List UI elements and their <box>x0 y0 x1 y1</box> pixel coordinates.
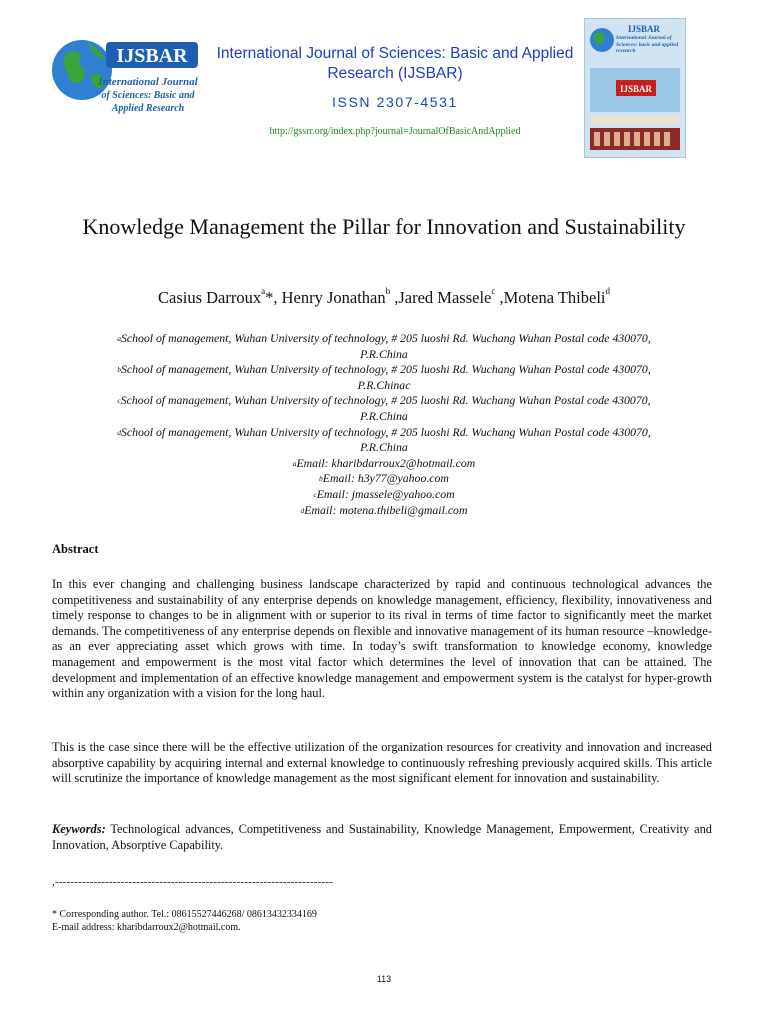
affiliations <box>52 331 716 518</box>
author-name: Henry Jonathan <box>281 288 386 307</box>
author-name: Jared Massele <box>398 288 492 307</box>
email-sup: a <box>292 458 297 468</box>
email-text: Email: jmassele@yahoo.com <box>316 486 455 501</box>
ijsbar-logo <box>48 34 208 134</box>
cover-title: IJSBAR <box>628 24 661 34</box>
logo-main-text: IJSBAR <box>116 45 188 67</box>
author-sup: b <box>385 286 391 296</box>
author-list <box>60 288 708 308</box>
affiliation-sup: c <box>117 396 121 406</box>
abstract-paragraph-2: This is the case since there will be the effective utilization of the organization resources for creativity and innovation and increased absorptive capability by acquiring internal and external knowledge to continuously refreshing previously acquired skills. This article will scrutinize the importance of knowledge management as the most significant element for innovation and sustainability. <box>52 740 712 786</box>
affiliation-line-1: School of management, Wuhan University of technology, # 205 luoshi Rd. Wuchang Wuhan Postal code 430070, <box>120 424 651 439</box>
email-line <box>52 487 716 503</box>
cover-badge: IJSBAR <box>619 84 653 94</box>
cover-subtitle: International Journal of Sciences: basic and applied research <box>616 35 679 54</box>
affiliation-sup: d <box>117 427 121 437</box>
affiliation-line-1: School of management, Wuhan University of technology, # 205 luoshi Rd. Wuchang Wuhan Postal code 430070, <box>120 362 651 377</box>
footnote-corresponding: * Corresponding author. Tel.: 08615527446268/ 08613432334169 <box>52 909 317 920</box>
affiliation-line-2: P.R.China <box>360 346 408 361</box>
logo-sub-line-2: of Sciences: Basic and <box>101 90 195 101</box>
affiliation <box>52 393 716 409</box>
journal-url[interactable]: http://gssrr.org/index.php?journal=JournalOfBasicAndApplied <box>269 126 521 137</box>
affiliation-line-2: P.R.Chinac <box>357 377 411 392</box>
email-sup: b <box>319 474 323 484</box>
affiliation <box>52 331 716 347</box>
email-sup: d <box>300 505 305 515</box>
affiliation-sup: a <box>117 334 121 343</box>
author-name: Motena Thibeli <box>503 288 606 307</box>
logo-sub-line-1: International Journal <box>98 76 198 88</box>
keywords-text: Technological advances, Competitiveness and Sustainability, Knowledge Management, Empowerment, Creativity and Innovation, Absorptive Capability. <box>52 822 712 852</box>
affiliation-line-2: P.R.China <box>360 408 408 423</box>
email-line <box>52 456 716 472</box>
keywords <box>52 822 712 853</box>
journal-header <box>0 0 768 170</box>
abstract-heading: Abstract <box>52 542 99 556</box>
affiliation <box>52 425 716 441</box>
author-sup: c <box>491 286 496 296</box>
email-line <box>52 471 716 487</box>
footnote-separator: ,------------------------------------------------------------------------ <box>52 876 334 888</box>
email-sup: c <box>313 489 317 499</box>
paper-title: Knowledge Management the Pillar for Innovation and Sustainability <box>82 214 686 239</box>
author-sep: , <box>390 288 399 307</box>
footnote <box>52 908 317 934</box>
author-sep: *, <box>265 288 282 307</box>
logo-sub-line-3: Applied Research <box>111 103 185 114</box>
author-name: Casius Darroux <box>157 288 262 307</box>
journal-cover-image <box>584 18 686 158</box>
affiliation-sup: b <box>117 365 121 375</box>
footnote-email: E-mail address: kharibdarroux2@hotmail.com. <box>52 922 241 933</box>
author-sup: d <box>605 286 611 296</box>
abstract-paragraph-1: In this ever changing and challenging business landscape characterized by rapid and continuous technological advances the competitiveness and sustainability of any enterprise depends on knowledge management, efficiency, flexibility, innovativeness and timely response to changes to be in alignment with or superior to its rival in terms of time factor to significantly meet the market demands. The competitiveness of any enterprise depends on flexible and innovative management of its human resource –knowledge- as an ever appreciating asset which grows with time. In today’s swift transformation to knowledge economy, knowledge management and empowerment is the most vital factor which determines the level of innovation that can be attained. The development and implementation of an effective knowledge management and empowerment system is the catalyst for hyper-growth within any organization with a vision for the long haul. <box>52 577 712 701</box>
affiliation <box>52 362 716 378</box>
page-number: 113 <box>376 974 392 984</box>
author-sep: , <box>495 288 504 307</box>
affiliation-line-2: P.R.China <box>360 440 408 455</box>
email-text: Email: motena.thibeli@gmail.com <box>304 502 468 517</box>
email-text: Email: h3y77@yahoo.com <box>322 471 449 486</box>
keywords-label: Keywords: <box>52 822 106 836</box>
issn: ISSN 2307-4531 <box>332 94 458 110</box>
author-sup: a <box>261 286 266 296</box>
email-line <box>52 503 716 519</box>
affiliation-line-1: School of management, Wuhan University of technology, # 205 luoshi Rd. Wuchang Wuhan Postal code 430070, <box>120 331 651 345</box>
journal-name: International Journal of Sciences: Basic and Applied Research (IJSBAR) <box>216 45 574 82</box>
affiliation-line-1: School of management, Wuhan University of technology, # 205 luoshi Rd. Wuchang Wuhan Postal code 430070, <box>120 393 651 408</box>
email-text: Email: kharibdarroux2@hotmail.com <box>296 455 476 470</box>
journal-info <box>214 44 576 137</box>
